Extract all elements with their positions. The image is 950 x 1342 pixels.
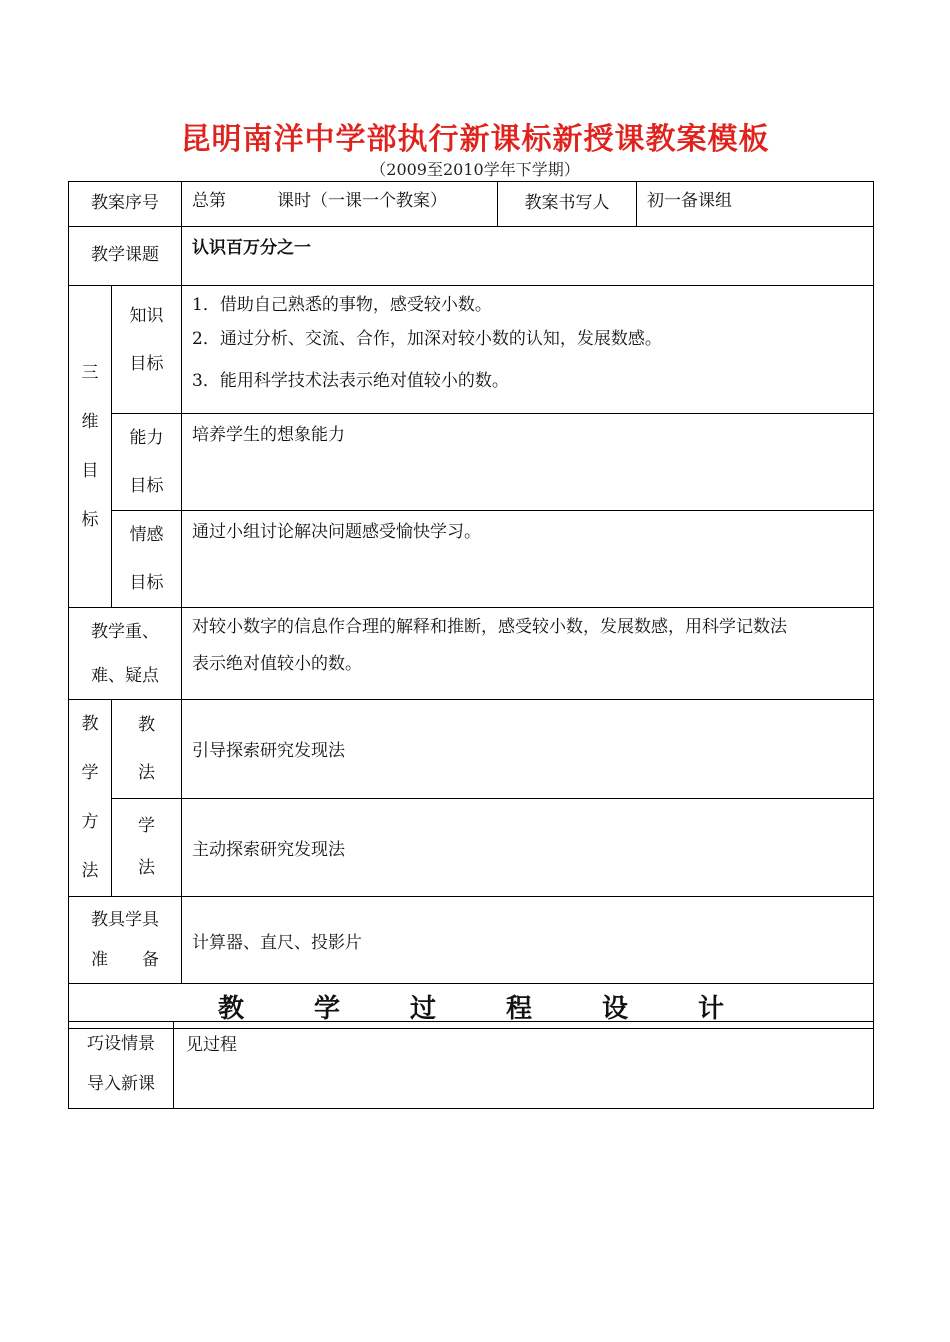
label-line: 难、疑点 <box>91 665 159 686</box>
row-topic <box>69 227 874 286</box>
label-line: 情感 <box>129 525 164 545</box>
ability-goal-label <box>112 414 182 511</box>
label-line: 教具学具 <box>91 910 159 930</box>
writer-value: 初一备课组 <box>637 182 874 227</box>
ability-goal-content: 培养学生的想象能力 <box>182 414 874 511</box>
label-line: 知识 <box>129 306 164 326</box>
key-points-content <box>182 608 874 700</box>
knowledge-goal-content <box>182 286 874 414</box>
knowledge-item: 2．通过分析、交流、合作，加深对较小数的认知，发展数感。 <box>192 329 662 349</box>
emotion-goal-label <box>112 511 182 608</box>
row-tools <box>69 897 874 984</box>
intro-value: 见过程 <box>174 1022 874 1109</box>
row-teaching-method <box>69 700 874 799</box>
key-points-line: 表示绝对值较小的数。 <box>192 654 362 674</box>
label-line: 目标 <box>129 476 164 496</box>
three-dimension-goals-label <box>69 286 112 608</box>
goal-group-char: 标 <box>81 509 99 530</box>
method-group-char: 法 <box>81 861 99 881</box>
row-knowledge-goal <box>69 286 874 414</box>
teaching-methods-label <box>69 700 112 897</box>
process-char: 过 <box>409 993 436 1024</box>
tools-value: 计算器、直尺、投影片 <box>182 897 874 984</box>
label-line: 学 <box>138 816 155 837</box>
label-line: 导入新课 <box>87 1074 155 1094</box>
page-subtitle: （2009至2010学年下学期） <box>370 160 580 179</box>
goal-group-char: 目 <box>81 460 99 481</box>
intro-label <box>69 1022 174 1109</box>
teaching-method-value: 引导探索研究发现法 <box>182 700 874 799</box>
row-learning-method <box>69 798 874 897</box>
process-char: 教 <box>217 993 244 1024</box>
label-line: 教学重、 <box>91 621 159 642</box>
row-emotion-goal <box>69 511 874 608</box>
learning-method-value: 主动探索研究发现法 <box>182 798 874 897</box>
topic-value: 认识百万分之一 <box>182 227 874 286</box>
emotion-goal-content: 通过小组讨论解决问题感受愉快学习。 <box>182 511 874 608</box>
label-line: 目标 <box>129 573 164 593</box>
process-char: 设 <box>601 993 628 1024</box>
label-line: 准 备 <box>91 950 159 970</box>
lesson-plan-table <box>68 181 874 1029</box>
method-group-char: 方 <box>81 812 99 832</box>
key-points-line: 对较小数字的信息作合理的解释和推断，感受较小数，发展数感，用科学记数法 <box>192 617 787 637</box>
topic-label: 教学课题 <box>69 227 182 286</box>
lesson-number-value: 总第 课时（一课一个教案） <box>182 182 498 227</box>
process-char: 学 <box>313 993 340 1024</box>
knowledge-item: 1．借助自己熟悉的事物，感受较小数。 <box>192 295 492 315</box>
goal-group-char: 三 <box>81 362 99 383</box>
label-line: 目标 <box>129 354 164 374</box>
row-key-points <box>69 608 874 700</box>
learning-method-label <box>112 798 182 897</box>
process-char: 计 <box>697 993 724 1024</box>
process-char: 程 <box>505 993 532 1024</box>
tools-label <box>69 897 182 984</box>
label-line: 教 <box>138 714 155 735</box>
key-points-label <box>69 608 182 700</box>
page-title: 昆明南洋中学部执行新课标新授课教案模板 <box>180 122 770 157</box>
label-line: 巧设情景 <box>87 1034 155 1054</box>
knowledge-item: 3．能用科学技术法表示绝对值较小的数。 <box>192 371 509 391</box>
row-ability-goal <box>69 414 874 511</box>
method-group-char: 学 <box>81 763 99 783</box>
intro-table <box>68 1021 874 1109</box>
lesson-number-label: 教案序号 <box>69 182 182 227</box>
row-lesson-number <box>69 182 874 227</box>
label-line: 能力 <box>129 428 164 448</box>
knowledge-goal-label <box>112 286 182 414</box>
label-line: 法 <box>138 858 155 879</box>
row-intro <box>69 1022 874 1109</box>
label-line: 法 <box>138 762 155 783</box>
writer-label: 教案书写人 <box>498 182 637 227</box>
method-group-char: 教 <box>81 714 99 734</box>
goal-group-char: 维 <box>81 411 99 432</box>
teaching-method-label <box>112 700 182 799</box>
